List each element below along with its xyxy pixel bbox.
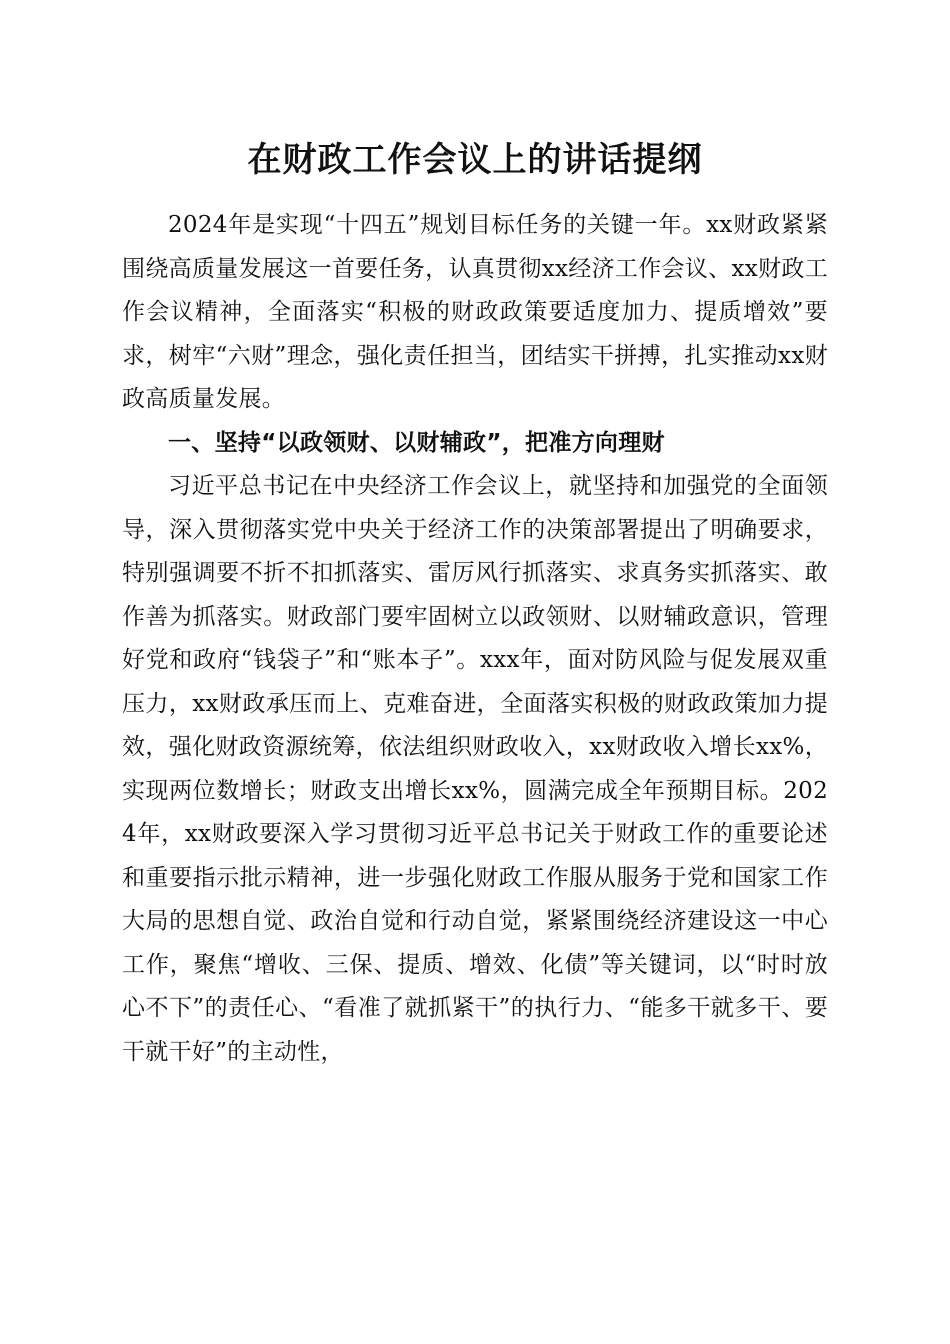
- section-1-paragraph: 习近平总书记在中央经济工作会议上，就坚持和加强党的全面领导，深入贯彻落实党中央关于经济工作的决策部署提出了明确要求，特别强调要不折不扣抓落实、雷厉风行抓落实、求真务实抓落实、敢作善为抓落实。财政部门要牢固树立以政领财、以财辅政意识，管理好党和政府“钱袋子”和“账本子”。xxx年，面对防风险与促发展双重压力，xx财政承压而上、克难奋进，全面落实积极的财政政策加力提效，强化财政资源统筹，依法组织财政收入，xx财政收入增长xx%，实现两位数增长；财政支出增长xx%，圆满完成全年预期目标。2024年，xx财政要深入学习贯彻习近平总书记关于财政工作的重要论述和重要指示批示精神，进一步强化财政工作服从服务于党和国家工作大局的思想自觉、政治自觉和行动自觉，紧紧围绕经济建设这一中心工作，聚焦“增收、三保、提质、增效、化债”等关键词，以“时时放心不下”的责任心、“看准了就抓紧干”的执行力、“能多干就多干、要干就干好”的主动性，: [122, 473, 828, 1065]
- document-title: 在财政工作会议上的讲话提纲: [247, 140, 703, 180]
- document-body: [122, 204, 828, 1074]
- section-heading-1: 一、坚持“以政领财、以财辅政”，把准方向理财: [168, 429, 665, 456]
- intro-paragraph: 2024年是实现“十四五”规划目标任务的关键一年。xx财政紧紧围绕高质量发展这一首要任务，认真贯彻xx经济工作会议、xx财政工作会议精神，全面落实“积极的财政政策要适度加力、提质增效”要求，树牢“六财”理念，强化责任担当，团结实干拼搏，扎实推动xx财政高质量发展。: [122, 212, 828, 412]
